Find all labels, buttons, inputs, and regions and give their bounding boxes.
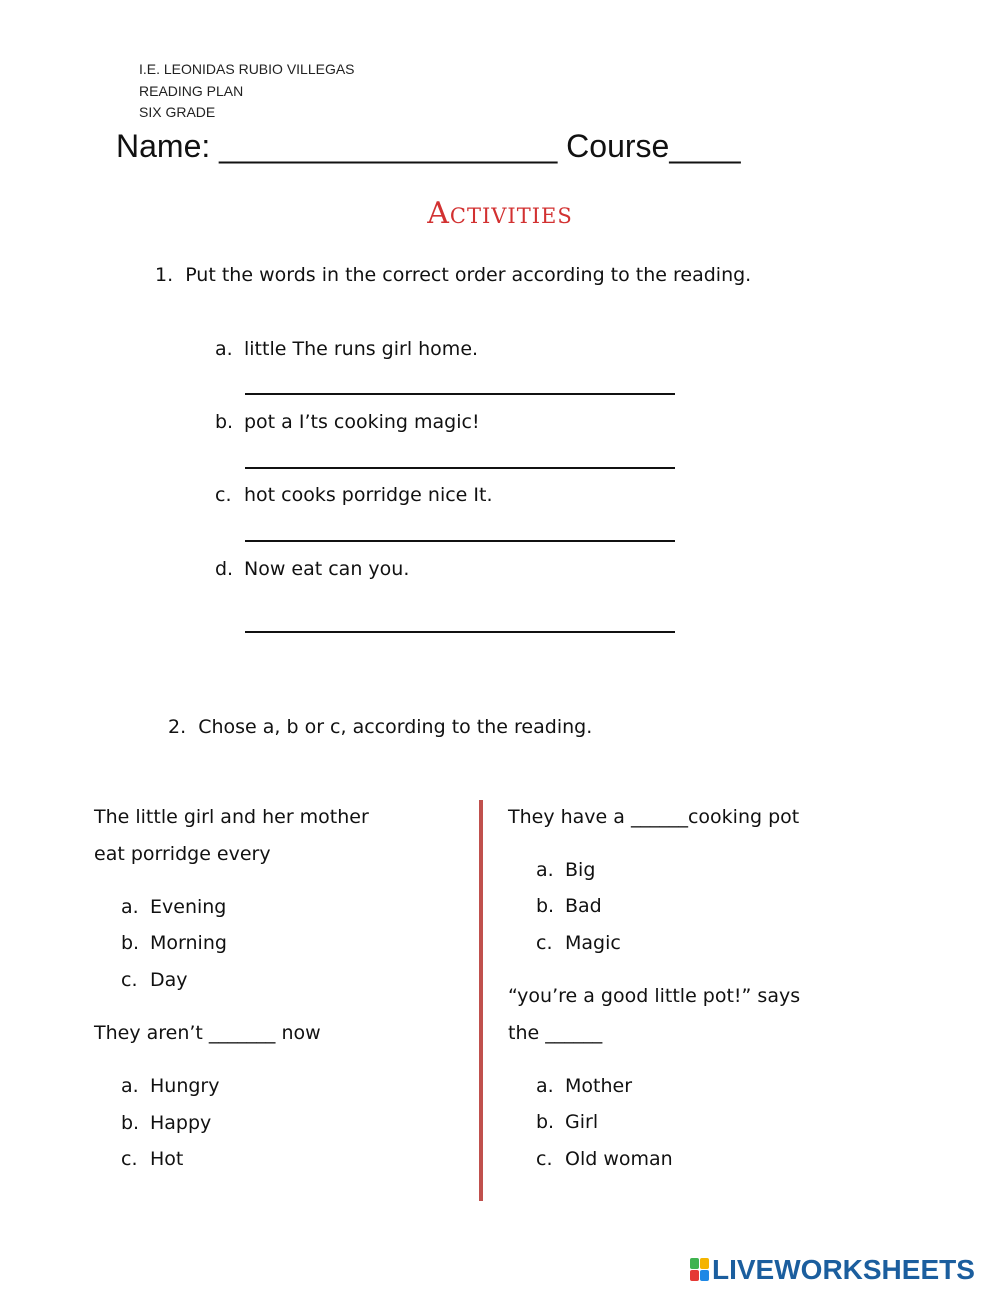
liveworksheets-logo-icon xyxy=(690,1258,710,1282)
option-text: Happy xyxy=(150,1112,212,1134)
option-text: Old woman xyxy=(565,1148,673,1170)
option-item[interactable] xyxy=(121,1148,183,1170)
question-4-line-2: the ______ xyxy=(508,1022,603,1044)
name-course-field: Name: ___________________ Course____ xyxy=(116,128,741,164)
option-text: Morning xyxy=(150,932,227,954)
item-letter: a. xyxy=(215,338,233,360)
exercise-2-instruction xyxy=(168,716,592,738)
option-item[interactable] xyxy=(121,932,227,954)
item-text: hot cooks porridge nice It. xyxy=(244,484,493,506)
option-letter: a. xyxy=(536,1075,554,1097)
school-name: I.E. LEONIDAS RUBIO VILLEGAS xyxy=(139,61,355,77)
option-item[interactable] xyxy=(121,1112,211,1134)
question-1-line-2: eat porridge every xyxy=(94,843,271,865)
option-text: Girl xyxy=(565,1111,599,1133)
option-item[interactable] xyxy=(536,859,595,881)
option-item[interactable] xyxy=(536,1075,632,1097)
option-text: Evening xyxy=(150,896,227,918)
list-item xyxy=(215,411,480,433)
liveworksheets-logo[interactable] xyxy=(690,1254,975,1286)
answer-line[interactable] xyxy=(245,393,675,395)
item-letter: b. xyxy=(215,411,234,433)
option-item[interactable] xyxy=(536,1111,598,1133)
option-letter: c. xyxy=(121,969,138,991)
option-item[interactable] xyxy=(121,969,188,991)
item-letter: c. xyxy=(215,484,232,506)
exercise-1-instruction xyxy=(155,264,751,286)
option-text: Big xyxy=(565,859,596,881)
option-item[interactable] xyxy=(121,1075,220,1097)
option-letter: b. xyxy=(121,1112,140,1134)
option-letter: c. xyxy=(121,1148,138,1170)
list-item xyxy=(215,558,409,580)
exercise-1-text: Put the words in the correct order according to the reading. xyxy=(185,264,752,286)
list-item xyxy=(215,338,478,360)
option-text: Hot xyxy=(150,1148,184,1170)
answer-line[interactable] xyxy=(245,631,675,633)
answer-line[interactable] xyxy=(245,540,675,542)
exercise-2-number: 2. xyxy=(168,716,187,738)
grade-label: SIX GRADE xyxy=(139,104,216,120)
page-title: Activities xyxy=(427,196,573,231)
option-item[interactable] xyxy=(536,895,602,917)
option-letter: c. xyxy=(536,1148,553,1170)
option-item[interactable] xyxy=(536,1148,673,1170)
option-letter: c. xyxy=(536,932,553,954)
item-letter: d. xyxy=(215,558,234,580)
item-text: Now eat can you. xyxy=(244,558,410,580)
option-letter: b. xyxy=(121,932,140,954)
option-letter: b. xyxy=(536,1111,555,1133)
reading-plan-label: READING PLAN xyxy=(139,83,244,99)
option-item[interactable] xyxy=(536,932,621,954)
logo-text: LIVEWORKSHEETS xyxy=(712,1254,975,1285)
option-text: Bad xyxy=(565,895,602,917)
exercise-1-number: 1. xyxy=(155,264,174,286)
option-letter: b. xyxy=(536,895,555,917)
question-2-line-1: They aren’t _______ now xyxy=(94,1022,321,1044)
question-3-line-1: They have a ______cooking pot xyxy=(508,806,800,828)
column-divider xyxy=(479,800,483,1201)
option-text: Day xyxy=(150,969,188,991)
item-text: pot a I’ts cooking magic! xyxy=(244,411,480,433)
answer-line[interactable] xyxy=(245,467,675,469)
list-item xyxy=(215,484,492,506)
question-1-line-1: The little girl and her mother xyxy=(94,806,369,828)
option-text: Magic xyxy=(565,932,621,954)
question-4-line-1: “you’re a good little pot!” says xyxy=(508,985,801,1007)
exercise-2-text: Chose a, b or c, according to the reading. xyxy=(198,716,593,738)
option-letter: a. xyxy=(536,859,554,881)
item-text: little The runs girl home. xyxy=(244,338,479,360)
option-text: Mother xyxy=(565,1075,633,1097)
option-letter: a. xyxy=(121,896,139,918)
option-item[interactable] xyxy=(121,896,226,918)
option-text: Hungry xyxy=(150,1075,220,1097)
option-letter: a. xyxy=(121,1075,139,1097)
